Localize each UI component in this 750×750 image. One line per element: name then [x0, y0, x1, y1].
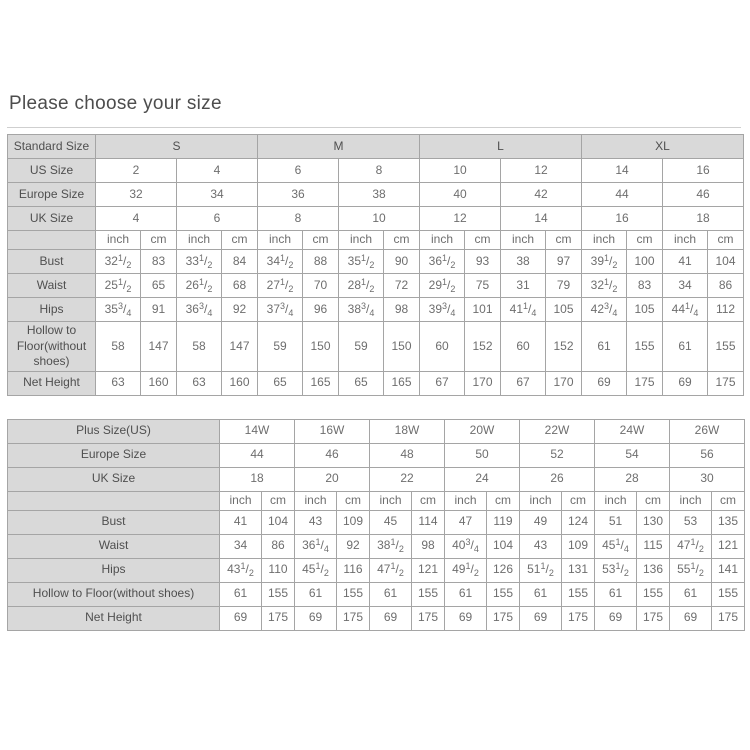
measurement-value: 69 — [295, 606, 337, 630]
measurement-value: 155 — [562, 582, 595, 606]
unit-label: inch — [595, 491, 637, 510]
size-group-header: M — [258, 135, 420, 159]
measurement-value: 141 — [712, 558, 745, 582]
measurement-value: 70 — [303, 274, 339, 298]
size-value: 56 — [670, 443, 745, 467]
measurement-value: 175 — [627, 371, 663, 395]
measurement-value: 170 — [546, 371, 582, 395]
size-value: 16 — [663, 159, 744, 183]
row-label: UK Size — [8, 207, 96, 231]
measurement-value: 49 — [520, 510, 562, 534]
size-value: 44 — [220, 443, 295, 467]
measurement-value: 67 — [501, 371, 546, 395]
measurement-value: $37^3/_4$ — [258, 298, 303, 322]
size-value: 48 — [370, 443, 445, 467]
size-value: 32 — [96, 183, 177, 207]
measurement-value: $32^1/_2$ — [582, 274, 627, 298]
measurement-value: 68 — [222, 274, 258, 298]
size-value: 6 — [258, 159, 339, 183]
measurement-value: 69 — [445, 606, 487, 630]
measurement-value: 61 — [582, 322, 627, 372]
size-group-header: 18W — [370, 419, 445, 443]
unit-label: inch — [370, 491, 412, 510]
measurement-value: 72 — [384, 274, 420, 298]
measurement-value: 165 — [384, 371, 420, 395]
measurement-value: 175 — [487, 606, 520, 630]
measurement-value: $27^1/_2$ — [258, 274, 303, 298]
measurement-value: 43 — [520, 534, 562, 558]
measurement-value: 58 — [96, 322, 141, 372]
measurement-value: 58 — [177, 322, 222, 372]
measurement-value: $29^1/_2$ — [420, 274, 465, 298]
measurement-value: 41 — [220, 510, 262, 534]
measurement-value: 105 — [546, 298, 582, 322]
unit-label: inch — [96, 231, 141, 250]
size-value: 4 — [96, 207, 177, 231]
size-value: 12 — [420, 207, 501, 231]
row-label: Europe Size — [8, 183, 96, 207]
measurement-value: 69 — [520, 606, 562, 630]
measurement-value: 112 — [708, 298, 744, 322]
measurement-value: $36^3/_4$ — [177, 298, 222, 322]
units-corner — [8, 491, 220, 510]
row-label: Hollow to Floor(without shoes) — [8, 582, 220, 606]
measurement-value: 69 — [670, 606, 712, 630]
measurement-value: 59 — [258, 322, 303, 372]
measurement-value: 61 — [663, 322, 708, 372]
measurement-value: 175 — [712, 606, 745, 630]
size-value: 18 — [663, 207, 744, 231]
measurement-value: 160 — [222, 371, 258, 395]
unit-label: cm — [262, 491, 295, 510]
measurement-value: 88 — [303, 250, 339, 274]
size-value: 8 — [258, 207, 339, 231]
row-label: Bust — [8, 510, 220, 534]
measurement-value: $53^1/_2$ — [595, 558, 637, 582]
measurement-value: $47^1/_2$ — [670, 534, 712, 558]
measurement-value: 104 — [487, 534, 520, 558]
measurement-value: 60 — [501, 322, 546, 372]
measurement-value: 104 — [262, 510, 295, 534]
measurement-value: 83 — [141, 250, 177, 274]
measurement-value: 61 — [220, 582, 262, 606]
size-value: 16 — [582, 207, 663, 231]
size-value: 6 — [177, 207, 258, 231]
measurement-value: 150 — [384, 322, 420, 372]
measurement-value: 105 — [627, 298, 663, 322]
standard-size-table — [7, 134, 744, 396]
unit-label: cm — [222, 231, 258, 250]
measurement-value: 109 — [562, 534, 595, 558]
measurement-value: 101 — [465, 298, 501, 322]
size-value: 24 — [445, 467, 520, 491]
size-group-header: S — [96, 135, 258, 159]
measurement-value: 69 — [582, 371, 627, 395]
measurement-value: 96 — [303, 298, 339, 322]
unit-label: cm — [708, 231, 744, 250]
measurement-value: $47^1/_2$ — [370, 558, 412, 582]
measurement-value: 98 — [412, 534, 445, 558]
measurement-value: 175 — [708, 371, 744, 395]
measurement-value: 65 — [339, 371, 384, 395]
measurement-value: 59 — [339, 322, 384, 372]
size-group-header: 16W — [295, 419, 370, 443]
unit-label: inch — [177, 231, 222, 250]
size-value: 10 — [420, 159, 501, 183]
measurement-value: 67 — [420, 371, 465, 395]
measurement-value: 61 — [595, 582, 637, 606]
measurement-value: 136 — [637, 558, 670, 582]
measurement-value: 63 — [177, 371, 222, 395]
measurement-value: $44^1/_4$ — [663, 298, 708, 322]
unit-label: cm — [303, 231, 339, 250]
measurement-value: 86 — [708, 274, 744, 298]
size-value: 40 — [420, 183, 501, 207]
measurement-value: 45 — [370, 510, 412, 534]
measurement-value: 65 — [258, 371, 303, 395]
measurement-value: 119 — [487, 510, 520, 534]
measurement-value: $39^3/_4$ — [420, 298, 465, 322]
measurement-value: 121 — [712, 534, 745, 558]
measurement-value: $43^1/_2$ — [220, 558, 262, 582]
measurement-value: 109 — [337, 510, 370, 534]
measurement-value: 175 — [337, 606, 370, 630]
page-title: Please choose your size — [9, 93, 222, 114]
measurement-value: 61 — [670, 582, 712, 606]
unit-label: cm — [337, 491, 370, 510]
size-value: 38 — [339, 183, 420, 207]
measurement-value: $51^1/_2$ — [520, 558, 562, 582]
title-divider — [7, 127, 741, 128]
size-group-header: 26W — [670, 419, 745, 443]
measurement-value: 86 — [262, 534, 295, 558]
measurement-value: 155 — [262, 582, 295, 606]
measurement-value: 155 — [337, 582, 370, 606]
size-value: 18 — [220, 467, 295, 491]
measurement-value: 83 — [627, 274, 663, 298]
unit-label: inch — [445, 491, 487, 510]
measurement-value: 31 — [501, 274, 546, 298]
measurement-value: 38 — [501, 250, 546, 274]
measurement-value: 155 — [708, 322, 744, 372]
size-value: 26 — [520, 467, 595, 491]
size-value: 14 — [501, 207, 582, 231]
measurement-value: $45^1/_2$ — [295, 558, 337, 582]
unit-label: cm — [712, 491, 745, 510]
size-value: 20 — [295, 467, 370, 491]
measurement-value: 150 — [303, 322, 339, 372]
corner-label: Standard Size — [8, 135, 96, 159]
measurement-value: $42^3/_4$ — [582, 298, 627, 322]
unit-label: cm — [546, 231, 582, 250]
row-label: UK Size — [8, 467, 220, 491]
measurement-value: 61 — [370, 582, 412, 606]
measurement-value: 100 — [627, 250, 663, 274]
measurement-value: 147 — [141, 322, 177, 372]
size-value: 12 — [501, 159, 582, 183]
measurement-value: $32^1/_2$ — [96, 250, 141, 274]
row-label: Waist — [8, 534, 220, 558]
measurement-value: $45^1/_4$ — [595, 534, 637, 558]
row-label: Waist — [8, 274, 96, 298]
measurement-value: 175 — [562, 606, 595, 630]
size-value: 8 — [339, 159, 420, 183]
measurement-value: 155 — [712, 582, 745, 606]
unit-label: inch — [501, 231, 546, 250]
measurement-value: 175 — [637, 606, 670, 630]
measurement-value: 41 — [663, 250, 708, 274]
size-value: 50 — [445, 443, 520, 467]
size-value: 2 — [96, 159, 177, 183]
size-value: 14 — [582, 159, 663, 183]
measurement-value: 116 — [337, 558, 370, 582]
measurement-value: $41^1/_4$ — [501, 298, 546, 322]
measurement-value: 75 — [465, 274, 501, 298]
size-group-header: 22W — [520, 419, 595, 443]
measurement-value: 114 — [412, 510, 445, 534]
measurement-value: 43 — [295, 510, 337, 534]
measurement-value: 84 — [222, 250, 258, 274]
measurement-value: 69 — [220, 606, 262, 630]
unit-label: inch — [220, 491, 262, 510]
measurement-value: $26^1/_2$ — [177, 274, 222, 298]
measurement-value: 98 — [384, 298, 420, 322]
measurement-value: $38^3/_4$ — [339, 298, 384, 322]
measurement-value: 110 — [262, 558, 295, 582]
plus-size-table — [7, 419, 745, 631]
size-group-header: L — [420, 135, 582, 159]
measurement-value: 155 — [637, 582, 670, 606]
measurement-value: 91 — [141, 298, 177, 322]
row-label: Hollow to Floor(without shoes) — [8, 322, 96, 372]
size-group-header: 14W — [220, 419, 295, 443]
measurement-value: 69 — [595, 606, 637, 630]
size-value: 44 — [582, 183, 663, 207]
size-value: 36 — [258, 183, 339, 207]
measurement-value: 69 — [370, 606, 412, 630]
unit-label: cm — [637, 491, 670, 510]
measurement-value: 126 — [487, 558, 520, 582]
unit-label: inch — [582, 231, 627, 250]
row-label: Net Height — [8, 371, 96, 395]
unit-label: inch — [663, 231, 708, 250]
measurement-value: 155 — [627, 322, 663, 372]
measurement-value: 69 — [663, 371, 708, 395]
measurement-value: 104 — [708, 250, 744, 274]
measurement-value: 175 — [412, 606, 445, 630]
measurement-value: $34^1/_2$ — [258, 250, 303, 274]
unit-label: inch — [295, 491, 337, 510]
size-value: 52 — [520, 443, 595, 467]
measurement-value: 53 — [670, 510, 712, 534]
measurement-value: 34 — [663, 274, 708, 298]
measurement-value: 152 — [546, 322, 582, 372]
measurement-value: 160 — [141, 371, 177, 395]
row-label: Hips — [8, 298, 96, 322]
size-group-header: 24W — [595, 419, 670, 443]
measurement-value: 175 — [262, 606, 295, 630]
measurement-value: 90 — [384, 250, 420, 274]
size-value: 54 — [595, 443, 670, 467]
row-label: Bust — [8, 250, 96, 274]
measurement-value: 170 — [465, 371, 501, 395]
measurement-value: 63 — [96, 371, 141, 395]
size-value: 22 — [370, 467, 445, 491]
measurement-value: 92 — [337, 534, 370, 558]
unit-label: cm — [562, 491, 595, 510]
measurement-value: 152 — [465, 322, 501, 372]
measurement-value: $55^1/_2$ — [670, 558, 712, 582]
unit-label: cm — [465, 231, 501, 250]
row-label: Hips — [8, 558, 220, 582]
measurement-value: 47 — [445, 510, 487, 534]
measurement-value: 155 — [487, 582, 520, 606]
measurement-value: $38^1/_2$ — [370, 534, 412, 558]
measurement-value: $40^3/_4$ — [445, 534, 487, 558]
measurement-value: 124 — [562, 510, 595, 534]
units-corner — [8, 231, 96, 250]
measurement-value: 92 — [222, 298, 258, 322]
measurement-value: 165 — [303, 371, 339, 395]
size-value: 30 — [670, 467, 745, 491]
size-value: 42 — [501, 183, 582, 207]
unit-label: cm — [627, 231, 663, 250]
unit-label: inch — [258, 231, 303, 250]
size-value: 10 — [339, 207, 420, 231]
unit-label: inch — [339, 231, 384, 250]
measurement-value: $25^1/_2$ — [96, 274, 141, 298]
measurement-value: $35^3/_4$ — [96, 298, 141, 322]
measurement-value: 135 — [712, 510, 745, 534]
unit-label: cm — [141, 231, 177, 250]
measurement-value: $28^1/_2$ — [339, 274, 384, 298]
size-group-header: 20W — [445, 419, 520, 443]
row-label: Europe Size — [8, 443, 220, 467]
size-value: 4 — [177, 159, 258, 183]
row-label: US Size — [8, 159, 96, 183]
measurement-value: 115 — [637, 534, 670, 558]
measurement-value: 131 — [562, 558, 595, 582]
measurement-value: 79 — [546, 274, 582, 298]
size-group-header: XL — [582, 135, 744, 159]
measurement-value: 93 — [465, 250, 501, 274]
measurement-value: 34 — [220, 534, 262, 558]
measurement-value: $33^1/_2$ — [177, 250, 222, 274]
size-value: 28 — [595, 467, 670, 491]
measurement-value: 130 — [637, 510, 670, 534]
corner-label: Plus Size(US) — [8, 419, 220, 443]
unit-label: cm — [412, 491, 445, 510]
unit-label: cm — [384, 231, 420, 250]
measurement-value: 61 — [520, 582, 562, 606]
unit-label: inch — [520, 491, 562, 510]
unit-label: cm — [487, 491, 520, 510]
measurement-value: 147 — [222, 322, 258, 372]
measurement-value: $35^1/_2$ — [339, 250, 384, 274]
measurement-value: 60 — [420, 322, 465, 372]
measurement-value: 61 — [295, 582, 337, 606]
measurement-value: 155 — [412, 582, 445, 606]
size-value: 46 — [295, 443, 370, 467]
unit-label: inch — [420, 231, 465, 250]
measurement-value: 97 — [546, 250, 582, 274]
unit-label: inch — [670, 491, 712, 510]
measurement-value: 65 — [141, 274, 177, 298]
table-gap — [7, 396, 743, 419]
measurement-value: 61 — [445, 582, 487, 606]
measurement-value: $39^1/_2$ — [582, 250, 627, 274]
size-value: 34 — [177, 183, 258, 207]
measurement-value: $49^1/_2$ — [445, 558, 487, 582]
row-label: Net Height — [8, 606, 220, 630]
measurement-value: $36^1/_2$ — [420, 250, 465, 274]
measurement-value: 121 — [412, 558, 445, 582]
size-value: 46 — [663, 183, 744, 207]
measurement-value: $36^1/_4$ — [295, 534, 337, 558]
measurement-value: 51 — [595, 510, 637, 534]
